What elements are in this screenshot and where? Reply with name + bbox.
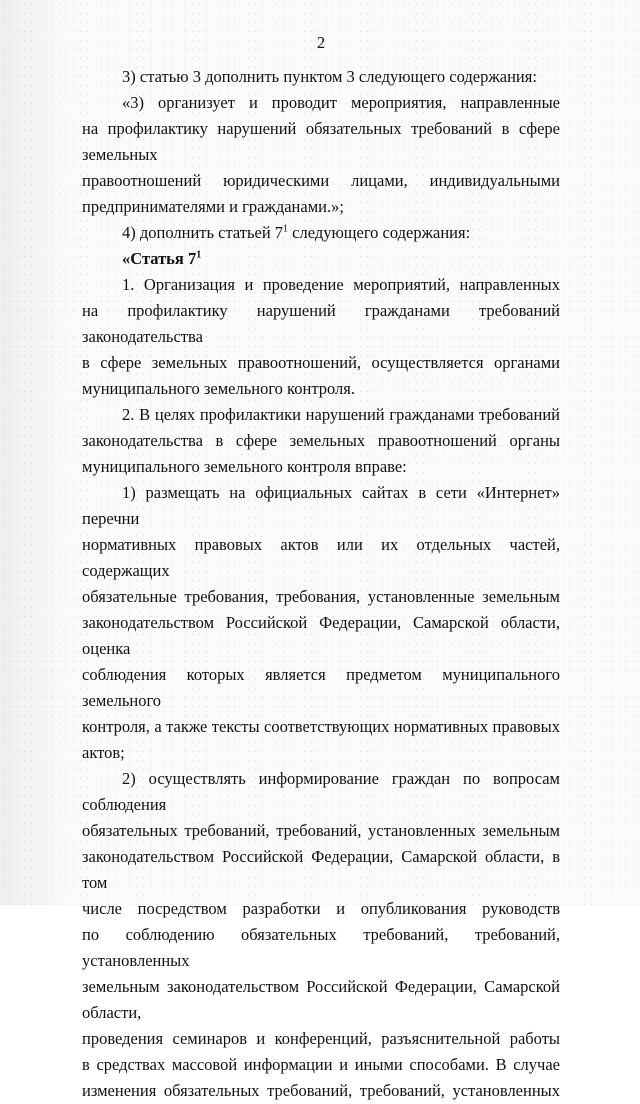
text-line: правоотношений юридическими лицами, индивидуальными [82, 171, 560, 190]
text-line: предпринимателями и гражданами.»; [82, 197, 344, 216]
item3-text [82, 90, 560, 220]
text-line: на профилактику нарушений гражданами требований законодательства [82, 301, 560, 346]
article-subitem-2 [82, 766, 560, 1104]
text-line: «3) организует и проводит мероприятия, направленные [122, 93, 560, 112]
text-line: законодательством Российской Федерации, Самарской области, оценка [82, 613, 560, 658]
article-subitem-1 [82, 480, 560, 766]
text-line: изменения обязательных требований, требований, установленных [82, 1081, 560, 1100]
article-paragraph-1 [82, 272, 560, 402]
text-line: земельным законодательством Российской Федерации, Самарской области, [82, 977, 560, 1022]
text-line: 2. В целях профилактики нарушений гражданами требований [122, 405, 560, 424]
item4-intro-text-end: следующего содержания: [288, 223, 471, 242]
text-line: соблюдения которых является предметом муниципального земельного [82, 665, 560, 710]
text-line: на профилактику нарушений обязательных требований в сфере земельных [82, 119, 560, 164]
item4-intro [82, 220, 560, 246]
text-line: законодательства в сфере земельных правоотношений органы [82, 431, 560, 450]
text-line: обязательных требований, требований, установленных земельным [82, 821, 560, 840]
text-line: в сфере земельных правоотношений, осуществляется органами [82, 353, 560, 372]
text-line: контроля, а также тексты соответствующих нормативных правовых актов; [82, 717, 560, 762]
article-heading-text: «Статья 7 [122, 249, 197, 268]
article-heading [82, 246, 560, 272]
text-line: муниципального земельного контроля вправе: [82, 457, 407, 476]
item4-intro-text: 4) дополнить статьей 7 [122, 223, 284, 242]
article-paragraph-2 [82, 402, 560, 480]
text-line: 1) размещать на официальных сайтах в сети «Интернет» перечни [82, 483, 560, 528]
article-heading-superscript: 1 [196, 249, 202, 261]
text-line: в средствах массовой информации и иными способами. В случае [82, 1055, 560, 1074]
text-line: по соблюдению обязательных требований, требований, установленных [82, 925, 560, 970]
text-line: муниципального земельного контроля. [82, 379, 355, 398]
document-body [82, 30, 560, 1104]
text-line: обязательные требования, требования, установленные земельным [82, 587, 560, 606]
text-line: проведения семинаров и конференций, разъяснительной работы [82, 1029, 560, 1048]
page-number: 2 [316, 33, 326, 52]
item4-intro-superscript: 1 [283, 223, 289, 235]
item3-intro: 3) статью 3 дополнить пунктом 3 следующего содержания: [122, 67, 537, 86]
text-line: числе посредством разработки и опубликования руководств [82, 899, 560, 918]
text-line: законодательством Российской Федерации, Самарской области, в том [82, 847, 560, 892]
text-line: 2) осуществлять информирование граждан по вопросам соблюдения [82, 769, 560, 814]
text-line: нормативных правовых актов или их отдельных частей, содержащих [82, 535, 560, 580]
text-line: 1. Организация и проведение мероприятий, направленных [122, 275, 560, 294]
